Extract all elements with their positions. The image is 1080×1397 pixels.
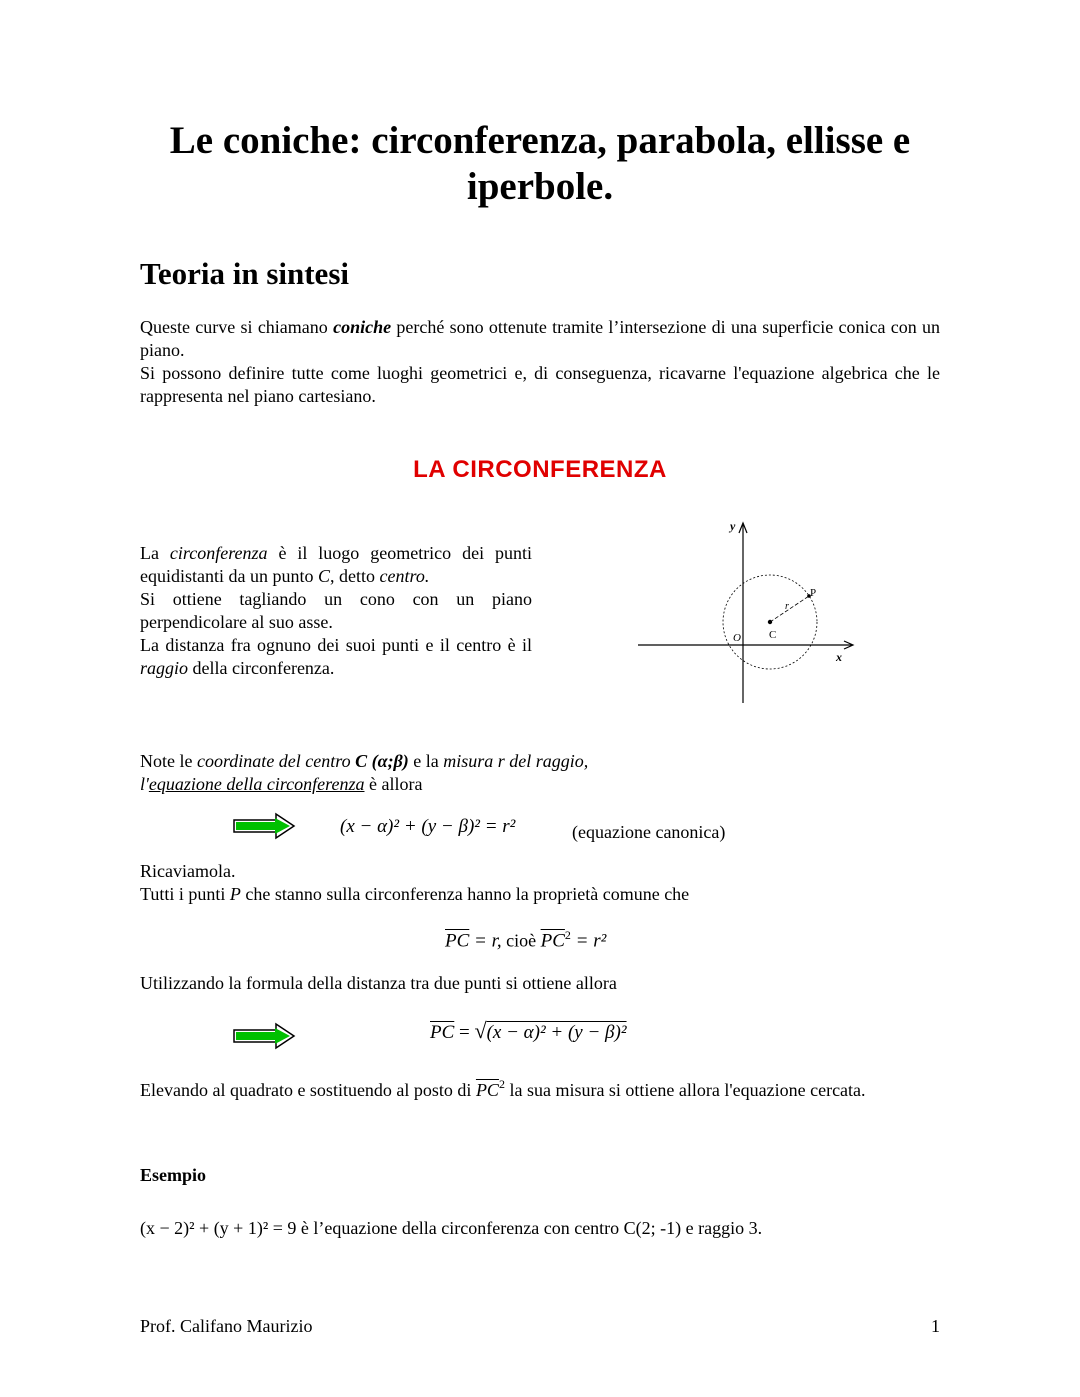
note-text: è allora xyxy=(364,774,423,794)
radius-label: r xyxy=(785,601,789,612)
def-term-raggio: raggio xyxy=(140,658,189,678)
y-axis-label: y xyxy=(730,519,736,533)
intro-text-1: Queste curve si chiamano xyxy=(140,317,334,337)
def-text: Si ottiene tagliando un cono con un piano perpendicolare al suo asse. xyxy=(140,589,532,632)
intro-paragraph xyxy=(140,316,940,408)
equals-r: = r, xyxy=(469,930,502,952)
canonical-equation-label: (equazione canonica) xyxy=(572,822,726,842)
note-italic: coordinate del centro xyxy=(196,751,351,771)
note-text: Note le xyxy=(140,751,197,771)
point-p-label: P xyxy=(810,587,817,599)
example-text: è l’equazione della circonferenza con centro C(2; -1) e raggio 3. xyxy=(296,1218,763,1238)
def-term-c: C xyxy=(317,566,330,586)
page-title: Le coniche: circonferenza, parabola, ellisse e iperbole. xyxy=(169,119,911,208)
origin-label: O xyxy=(733,632,741,644)
note-center-bold: C (α;β) xyxy=(350,751,409,771)
example-line xyxy=(140,1218,762,1239)
intro-keyword-coniche: coniche xyxy=(333,317,392,337)
distance-intro: Utilizzando la formula della distanza tra due punti si ottiene allora xyxy=(140,973,617,993)
intro-text-2: perché sono ottenute tramite l’intersezione di una superficie conica con un piano. xyxy=(140,317,940,360)
def-term-centro: centro. xyxy=(379,566,430,586)
segment-pc: $\overline{PC}$ xyxy=(475,1080,499,1100)
coordinates-note xyxy=(140,750,740,796)
elevando-text: Elevando al quadrato e sostituendo al posto di xyxy=(140,1080,476,1100)
equals-r-squared: = r² xyxy=(570,930,607,952)
def-text: della circonferenza. xyxy=(188,658,335,678)
derive-text: che stanno sulla circonferenza hanno la proprietà comune che xyxy=(240,884,690,904)
circle-diagram xyxy=(630,515,870,710)
derive-italic-p: P xyxy=(229,884,241,904)
footer-author: Prof. Califano Maurizio xyxy=(140,1316,313,1336)
segment-pc: $\overline{PC}$ xyxy=(430,1022,455,1043)
equals-sign: = xyxy=(454,1022,475,1043)
derivation-intro xyxy=(140,860,940,906)
intro-text-3: Si possono definire tutte come luoghi geometrici e, di conseguenza, ricavarne l'equazione algebrica che le rappresenta nel piano cartesiano. xyxy=(140,363,940,406)
def-text: , detto xyxy=(330,566,380,586)
segment-pc: $\overline{PC}$ xyxy=(445,930,470,952)
segment-pc-squared: $\overline{PC}$ xyxy=(540,930,565,952)
def-term-circonferenza: circonferenza xyxy=(169,543,268,563)
radicand: (x − α)² + (y − β)² xyxy=(486,1022,627,1043)
circonferenza-heading: LA CIRCONFERENZA xyxy=(413,456,667,483)
def-text: La xyxy=(140,543,170,563)
center-label: C xyxy=(769,629,777,641)
cioe-text: cioè xyxy=(501,930,541,951)
example-equation: (x − 2)² + (y + 1)² = 9 xyxy=(140,1218,297,1238)
definition-paragraph xyxy=(140,542,532,680)
example-label: Esempio xyxy=(140,1165,207,1185)
note-underlined-equation: equazione della circonferenza xyxy=(148,774,365,794)
note-italic: misura r del raggio, xyxy=(443,751,589,771)
def-text: La distanza fra ognuno dei suoi punti e il centro è il xyxy=(140,635,532,655)
radius-line xyxy=(770,596,809,622)
square-root-icon: √ xyxy=(474,1018,487,1043)
section-heading: Teoria in sintesi xyxy=(140,256,349,291)
arrow-right-icon xyxy=(232,811,296,841)
distance-equation xyxy=(430,1018,627,1044)
note-italic: l' xyxy=(140,774,149,794)
derive-text: Tutti i punti xyxy=(140,884,230,904)
derive-text: Ricaviamola. xyxy=(140,861,236,881)
note-text: e la xyxy=(408,751,444,771)
canonical-equation: (x − α)² + (y − β)² = r² xyxy=(340,816,516,837)
def-text: è il luogo geometrico dei punti equidistanti da un punto xyxy=(140,543,533,586)
arrow-right-icon xyxy=(232,1021,296,1051)
x-axis-label: x xyxy=(836,650,842,664)
pc-equals-r-equation: $\overline{PC} = r$, cioè $\overline{PC}^2 = r^2$ xyxy=(445,928,607,952)
page-number: 1 xyxy=(931,1316,940,1336)
elevando-text: la sua misura si ottiene allora l'equazione cercata. xyxy=(504,1080,866,1100)
elevando-paragraph: Elevando al quadrato e sostituendo al posto di $\overline{PC}^2$ la sua misura si ottiene allora l'equazione cercata. xyxy=(140,1077,866,1100)
